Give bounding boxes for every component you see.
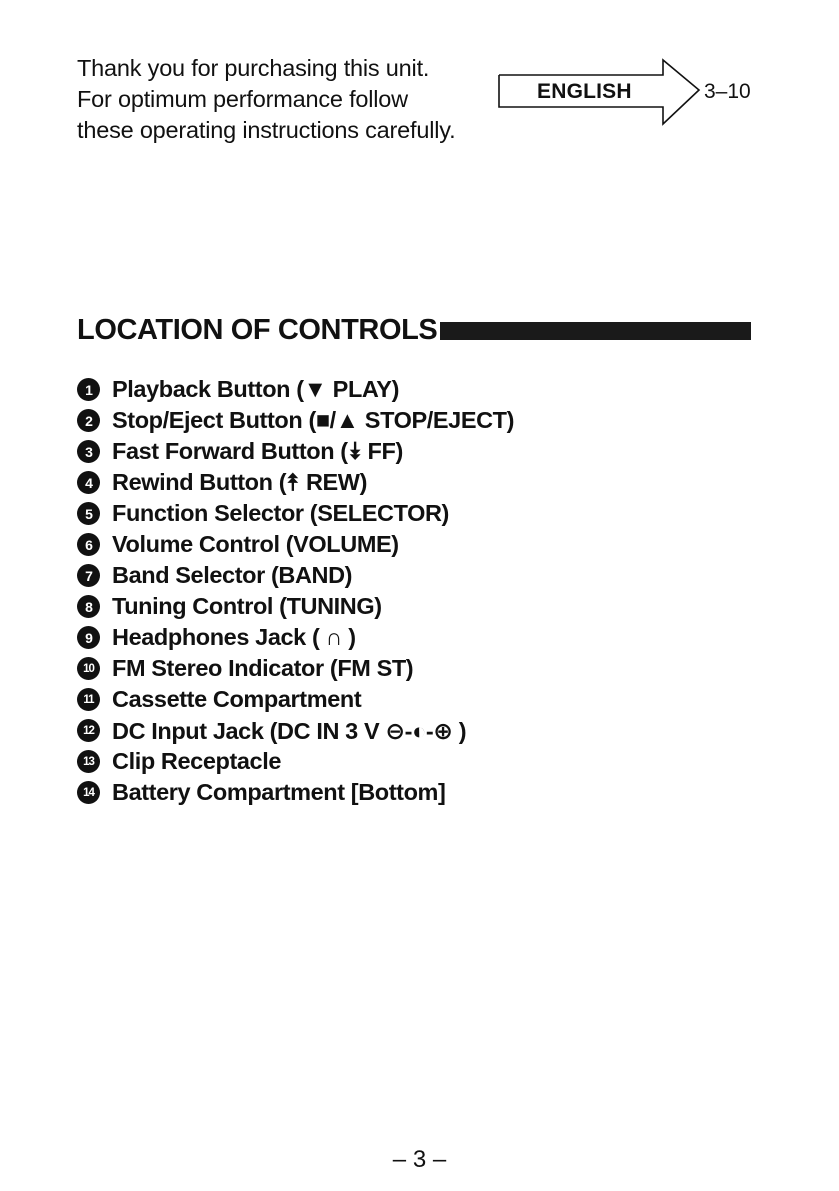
item-number-badge: 1 — [77, 378, 100, 401]
language-label: ENGLISH — [537, 80, 632, 103]
list-item — [77, 684, 514, 715]
item-text: Volume Control (VOLUME) — [112, 531, 399, 557]
list-item — [77, 591, 514, 622]
list-item — [77, 467, 514, 498]
item-text: DC Input Jack (DC IN 3 V ⊖-◐-⊕ ) — [112, 717, 467, 744]
item-number-badge: 8 — [77, 595, 100, 618]
item-text: Clip Receptacle — [112, 748, 282, 774]
language-pages: 3–10 — [704, 80, 751, 103]
item-text: Headphones Jack ( ∩ ) — [112, 624, 356, 650]
item-text: Playback Button (▼ PLAY) — [112, 376, 400, 402]
controls-list — [77, 374, 514, 808]
intro-line: Thank you for purchasing this unit. — [77, 55, 430, 81]
item-number-badge: 9 — [77, 626, 100, 649]
section-title: LOCATION OF CONTROLS — [77, 314, 438, 346]
list-item — [77, 560, 514, 591]
item-text: Function Selector (SELECTOR) — [112, 500, 449, 526]
list-item — [77, 622, 514, 653]
item-number-badge: 3 — [77, 440, 100, 463]
list-item — [77, 498, 514, 529]
item-text: Battery Compartment [Bottom] — [112, 779, 446, 805]
list-item — [77, 374, 514, 405]
item-text: Rewind Button (⯭ REW) — [112, 469, 368, 495]
list-item — [77, 715, 514, 746]
item-text: Stop/Eject Button (■/▲ STOP/EJECT) — [112, 407, 515, 433]
list-item — [77, 405, 514, 436]
list-item — [77, 777, 514, 808]
item-number-badge: 2 — [77, 409, 100, 432]
item-text: FM Stereo Indicator (FM ST) — [112, 655, 414, 681]
list-item — [77, 746, 514, 777]
list-item — [77, 529, 514, 560]
item-text: Cassette Compartment — [112, 686, 362, 712]
page-number: – 3 – — [392, 1146, 447, 1173]
item-number-badge: 4 — [77, 471, 100, 494]
item-text: Band Selector (BAND) — [112, 562, 353, 588]
item-number-badge: 14 — [77, 781, 100, 804]
item-text: Fast Forward Button (⯯ FF) — [112, 438, 403, 464]
item-number-badge: 10 — [77, 657, 100, 680]
title-underline-bar — [440, 322, 751, 340]
list-item — [77, 653, 514, 684]
list-item — [77, 436, 514, 467]
intro-text — [77, 53, 517, 146]
intro-line: these operating instructions carefully. — [77, 117, 456, 143]
item-number-badge: 11 — [77, 688, 100, 711]
item-text: Tuning Control (TUNING) — [112, 593, 382, 619]
item-number-badge: 13 — [77, 750, 100, 773]
item-number-badge: 7 — [77, 564, 100, 587]
item-number-badge: 12 — [77, 719, 100, 742]
item-number-badge: 6 — [77, 533, 100, 556]
intro-line: For optimum performance follow — [77, 86, 408, 112]
item-number-badge: 5 — [77, 502, 100, 525]
